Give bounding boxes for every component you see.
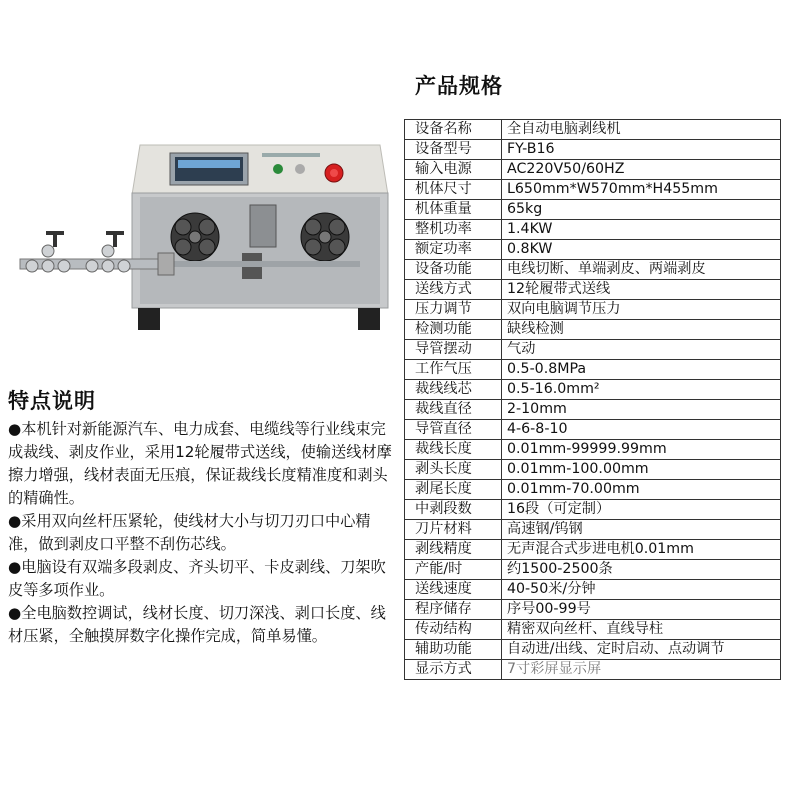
spec-row xyxy=(405,600,781,620)
spec-key: 辅助功能 xyxy=(405,640,502,660)
spec-row xyxy=(405,480,781,500)
spec-value: 气动 xyxy=(502,340,781,360)
spec-value: AC220V50/60HZ xyxy=(502,160,781,180)
spec-value: 缺线检测 xyxy=(502,320,781,340)
spec-row xyxy=(405,460,781,480)
spec-value: 0.01mm-99999.99mm xyxy=(502,440,781,460)
spec-row xyxy=(405,660,781,680)
spec-value: L650mm*W570mm*H455mm xyxy=(502,180,781,200)
spec-table xyxy=(404,119,781,680)
spec-value: 精密双向丝杆、直线导柱 xyxy=(502,620,781,640)
spec-key: 送线速度 xyxy=(405,580,502,600)
features-heading: 特点说明 xyxy=(8,389,96,413)
spec-value: 高速钢/钨钢 xyxy=(502,520,781,540)
spec-row xyxy=(405,180,781,200)
spec-key: 导管摆动 xyxy=(405,340,502,360)
spec-row xyxy=(405,560,781,580)
spec-value: 0.5-16.0mm² xyxy=(502,380,781,400)
spec-value: 双向电脑调节压力 xyxy=(502,300,781,320)
spec-key: 剥尾长度 xyxy=(405,480,502,500)
spec-row xyxy=(405,400,781,420)
spec-key: 显示方式 xyxy=(405,660,502,680)
spec-value: 12轮履带式送线 xyxy=(502,280,781,300)
spec-key: 剥线精度 xyxy=(405,540,502,560)
spec-value: 全自动电脑剥线机 xyxy=(502,120,781,140)
spec-row xyxy=(405,160,781,180)
spec-value: 40-50米/分钟 xyxy=(502,580,781,600)
spec-key: 裁线线芯 xyxy=(405,380,502,400)
features-list xyxy=(8,418,400,648)
feature-item: ●本机针对新能源汽车、电力成套、电缆线等行业线束完成裁线、剥皮作业，采用12轮履带式送线，使输送线材摩擦力增强，线材表面无压痕，保证裁线长度精准度和剥头的精确性。 xyxy=(8,420,392,507)
spec-key: 机体尺寸 xyxy=(405,180,502,200)
spec-row xyxy=(405,260,781,280)
spec-row xyxy=(405,340,781,360)
spec-key: 产能/时 xyxy=(405,560,502,580)
spec-key: 导管直径 xyxy=(405,420,502,440)
spec-row xyxy=(405,140,781,160)
spec-key: 额定功率 xyxy=(405,240,502,260)
spec-key: 压力调节 xyxy=(405,300,502,320)
spec-row xyxy=(405,220,781,240)
spec-value: 0.01mm-70.00mm xyxy=(502,480,781,500)
spec-value: 无声混合式步进电机0.01mm xyxy=(502,540,781,560)
spec-row xyxy=(405,440,781,460)
spec-key: 送线方式 xyxy=(405,280,502,300)
spec-key: 设备型号 xyxy=(405,140,502,160)
spec-row xyxy=(405,620,781,640)
spec-value: 序号00-99号 xyxy=(502,600,781,620)
spec-key: 剥头长度 xyxy=(405,460,502,480)
feature-item: ●全电脑数控调试，线材长度、切刀深浅、剥口长度、线材压紧，全触摸屏数字化操作完成，简单易懂。 xyxy=(8,604,386,645)
spec-key: 程序储存 xyxy=(405,600,502,620)
machine-photo xyxy=(10,135,410,340)
spec-row xyxy=(405,280,781,300)
spec-row xyxy=(405,200,781,220)
spec-key: 机体重量 xyxy=(405,200,502,220)
spec-row xyxy=(405,300,781,320)
spec-value: 0.5-0.8MPa xyxy=(502,360,781,380)
spec-row xyxy=(405,580,781,600)
spec-row xyxy=(405,420,781,440)
spec-key: 裁线直径 xyxy=(405,400,502,420)
spec-key: 裁线长度 xyxy=(405,440,502,460)
spec-value: 16段（可定制） xyxy=(502,500,781,520)
feature-item: ●电脑设有双端多段剥皮、齐头切平、卡皮剥线、刀架吹皮等多项作业。 xyxy=(8,558,386,599)
spec-value: 0.8KW xyxy=(502,240,781,260)
spec-value: 0.01mm-100.00mm xyxy=(502,460,781,480)
spec-key: 工作气压 xyxy=(405,360,502,380)
spec-value: 约1500-2500条 xyxy=(502,560,781,580)
spec-value: 自动进/出线、定时启动、点动调节 xyxy=(502,640,781,660)
spec-row xyxy=(405,500,781,520)
spec-value: 4-6-8-10 xyxy=(502,420,781,440)
spec-value: 1.4KW xyxy=(502,220,781,240)
spec-key: 设备名称 xyxy=(405,120,502,140)
spec-row xyxy=(405,360,781,380)
spec-value: FY-B16 xyxy=(502,140,781,160)
spec-value: 7寸彩屏显示屏 xyxy=(502,660,781,680)
spec-row xyxy=(405,240,781,260)
spec-key: 输入电源 xyxy=(405,160,502,180)
feature-item: ●采用双向丝杆压紧轮，使线材大小与切刀刃口中心精准，做到剥皮口平整不刮伤芯线。 xyxy=(8,512,371,553)
spec-row xyxy=(405,640,781,660)
spec-row xyxy=(405,320,781,340)
spec-key: 检测功能 xyxy=(405,320,502,340)
spec-value: 电线切断、单端剥皮、两端剥皮 xyxy=(502,260,781,280)
spec-row xyxy=(405,120,781,140)
spec-key: 刀片材料 xyxy=(405,520,502,540)
spec-key: 中剥段数 xyxy=(405,500,502,520)
spec-row xyxy=(405,380,781,400)
spec-row xyxy=(405,540,781,560)
spec-value: 65kg xyxy=(502,200,781,220)
spec-value: 2-10mm xyxy=(502,400,781,420)
spec-key: 设备功能 xyxy=(405,260,502,280)
spec-heading: 产品规格 xyxy=(415,74,503,98)
spec-row xyxy=(405,520,781,540)
spec-key: 整机功率 xyxy=(405,220,502,240)
spec-key: 传动结构 xyxy=(405,620,502,640)
